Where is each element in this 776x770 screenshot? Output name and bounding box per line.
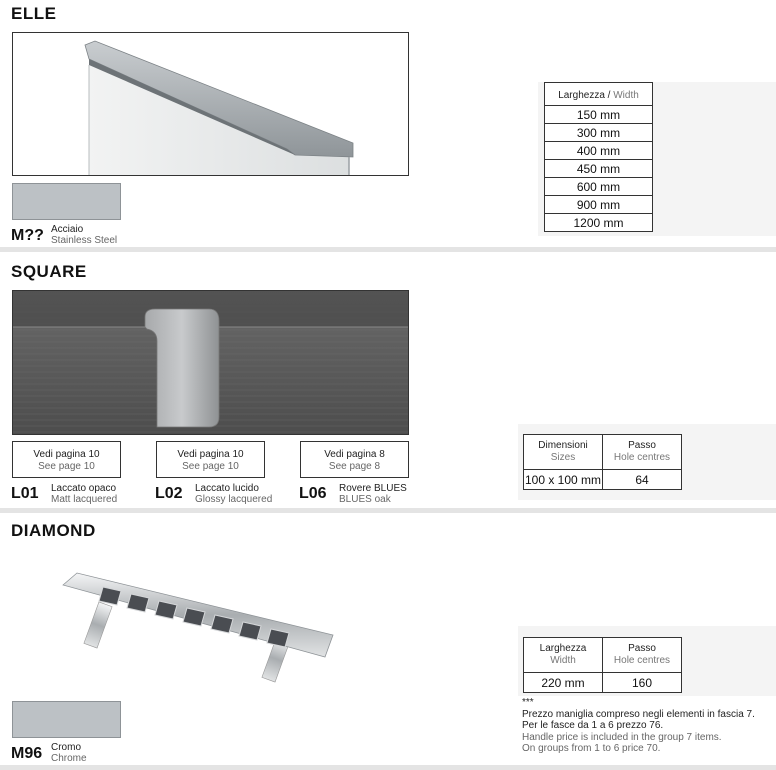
square-ref-box-2: Vedi pagina 10 See page 10 (156, 441, 265, 478)
table-row (545, 196, 653, 214)
section-divider (0, 247, 776, 252)
table-row (545, 124, 653, 142)
elle-width-table (544, 82, 653, 232)
diamond-spec-table (523, 637, 682, 693)
diamond-width-value: 220 mm (524, 673, 603, 693)
square-finish-name-en-2: Glossy lacquered (195, 494, 273, 505)
elle-width-value: 1200 mm (545, 214, 653, 232)
square-finish-name-it-2: Laccato lucido (195, 483, 259, 494)
square-size-header: Dimensioni Sizes (524, 435, 603, 470)
square-ref-box-1: Vedi pagina 10 See page 10 (12, 441, 121, 478)
elle-width-value: 300 mm (545, 124, 653, 142)
diamond-width-header: Larghezza Width (524, 638, 603, 673)
section-divider (0, 765, 776, 770)
elle-finish-name-it: Acciaio (51, 224, 84, 235)
square-size-value: 100 x 100 mm (524, 470, 603, 490)
note-stars: *** (522, 697, 534, 708)
section-divider (0, 508, 776, 513)
square-spec-table (523, 434, 682, 490)
table-row (545, 142, 653, 160)
diamond-finish-name-it: Cromo (51, 742, 82, 753)
table-row (545, 106, 653, 124)
square-finish-name-it-3: Rovere BLUES (339, 483, 407, 494)
table-row (545, 178, 653, 196)
elle-handle-illustration (13, 33, 408, 175)
square-pitch-header: Passo Hole centres (603, 435, 682, 470)
elle-width-value: 900 mm (545, 196, 653, 214)
elle-finish-code: M?? (11, 227, 44, 244)
table-row (545, 214, 653, 232)
section-title-diamond: DIAMOND (11, 521, 96, 540)
diamond-handle-illustration (55, 565, 345, 690)
section-title-square: SQUARE (11, 262, 87, 281)
square-ref-box-3: Vedi pagina 8 See page 8 (300, 441, 409, 478)
square-pitch-value: 64 (603, 470, 682, 490)
diamond-finish-swatch (12, 701, 121, 738)
note-en-line-1: Handle price is included in the group 7 items. (522, 731, 722, 743)
elle-finish-name-en: Stainless Steel (51, 235, 118, 246)
diamond-finish-name-en: Chrome (51, 753, 87, 764)
diamond-pitch-header: Passo Hole centres (603, 638, 682, 673)
section-title-elle: ELLE (11, 4, 57, 23)
square-finish-code-2: L02 (155, 485, 183, 502)
elle-product-image (12, 32, 409, 176)
table-row (545, 160, 653, 178)
elle-width-value: 450 mm (545, 160, 653, 178)
elle-width-value: 150 mm (545, 106, 653, 124)
square-finish-code-3: L06 (299, 485, 327, 502)
note-en-line-2: On groups from 1 to 6 price 70. (522, 743, 661, 754)
diamond-pitch-value: 160 (603, 673, 682, 693)
square-handle-illustration (13, 291, 408, 434)
square-finish-name-en-1: Matt lacquered (51, 494, 118, 505)
square-finish-code-1: L01 (11, 485, 39, 502)
elle-width-value: 600 mm (545, 178, 653, 196)
diamond-price-note (522, 697, 772, 755)
note-it-line-2: Per le fasce da 1 a 6 prezzo 76. (522, 720, 664, 731)
elle-width-value: 400 mm (545, 142, 653, 160)
square-finish-name-en-3: BLUES oak (339, 494, 391, 505)
elle-finish-swatch (12, 183, 121, 220)
elle-width-header: Larghezza / Width (545, 83, 653, 106)
diamond-finish-code: M96 (11, 745, 43, 762)
note-it-line-1: Prezzo maniglia compreso negli elementi in fascia 7. (522, 708, 755, 720)
square-product-image (12, 290, 409, 435)
square-finish-name-it-1: Laccato opaco (51, 483, 117, 494)
